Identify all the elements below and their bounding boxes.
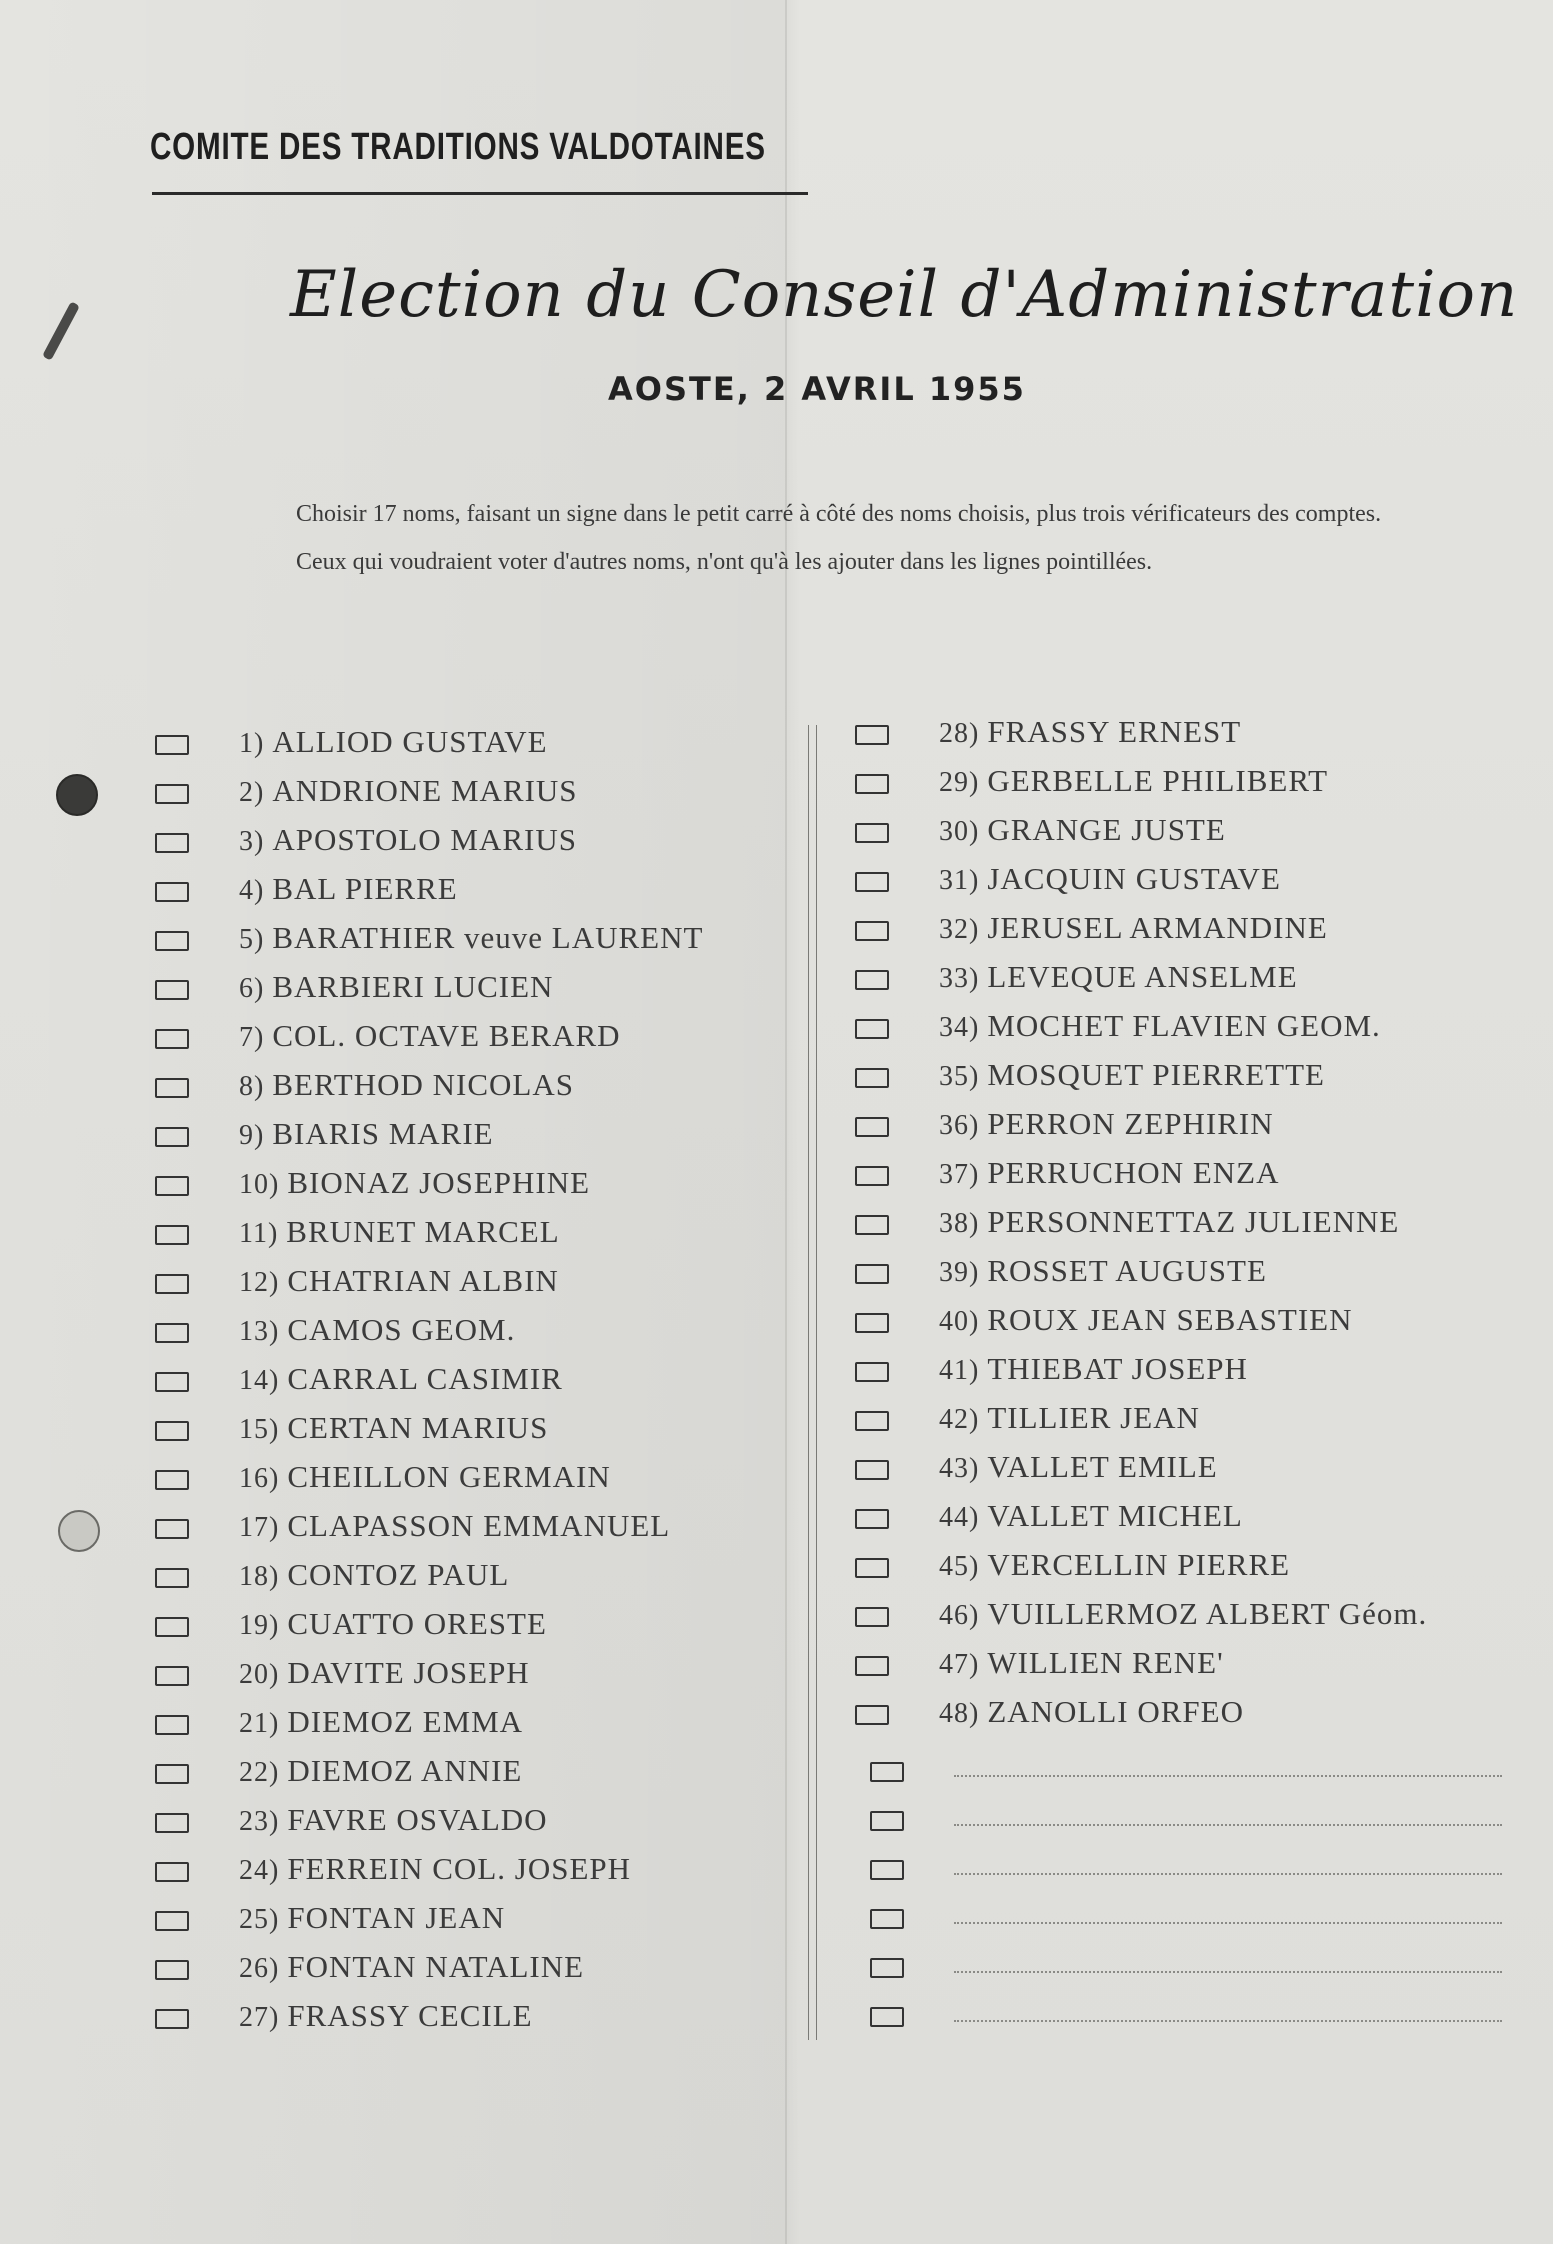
candidate-label: [939, 812, 1226, 848]
candidate-name: DIEMOZ ANNIE: [287, 1753, 523, 1788]
candidate-label: [239, 1949, 584, 1985]
candidate-name: APOSTOLO MARIUS: [272, 822, 577, 857]
candidate-number: 12): [239, 1267, 288, 1298]
candidate-number: 16): [239, 1463, 288, 1494]
candidate-number: 18): [239, 1561, 288, 1592]
instruction-paragraph: Choisir 17 noms, faisant un signe dans le petit carré à côté des noms choisis, plus trois vérificateurs des comptes.: [296, 501, 1382, 527]
vote-checkbox[interactable]: [155, 1715, 189, 1735]
candidate-label: [939, 1547, 1290, 1583]
candidate-name: CUATTO ORESTE: [287, 1606, 547, 1641]
candidate-label: [939, 1498, 1243, 1534]
candidate-label: [939, 1694, 1244, 1730]
candidate-name: JERUSEL ARMANDINE: [987, 910, 1328, 945]
candidate-label: [939, 959, 1298, 995]
candidate-label: [239, 1655, 530, 1691]
candidate-name: ROUX JEAN SEBASTIEN: [987, 1302, 1353, 1337]
vote-checkbox[interactable]: [155, 1323, 189, 1343]
vote-checkbox[interactable]: [155, 1127, 189, 1147]
vote-checkbox[interactable]: [855, 1362, 889, 1382]
candidate-label: [239, 871, 458, 907]
candidate-label: [939, 1253, 1267, 1289]
candidate-name: BARBIERI LUCIEN: [272, 969, 554, 1004]
title-underline: [152, 192, 808, 195]
candidate-name: PERRON ZEPHIRIN: [987, 1106, 1274, 1141]
candidate-name: BERTHOD NICOLAS: [272, 1067, 574, 1102]
vote-checkbox[interactable]: [855, 1656, 889, 1676]
candidate-label: [239, 822, 577, 858]
candidate-name: GERBELLE PHILIBERT: [987, 763, 1329, 798]
candidate-number: 41): [939, 1355, 988, 1386]
candidate-name: CHEILLON GERMAIN: [287, 1459, 611, 1494]
candidate-name: WILLIEN RENE': [987, 1645, 1224, 1680]
candidate-name: ZANOLLI ORFEO: [987, 1694, 1244, 1729]
candidate-name: MOSQUET PIERRETTE: [987, 1057, 1325, 1092]
candidate-number: 38): [939, 1208, 988, 1239]
candidate-number: 7): [239, 1022, 273, 1053]
candidate-number: 6): [239, 973, 273, 1004]
vote-checkbox[interactable]: [855, 774, 889, 794]
candidate-name: ROSSET AUGUSTE: [987, 1253, 1267, 1288]
candidate-name: ALLIOD GUSTAVE: [272, 724, 548, 759]
candidate-number: 2): [239, 777, 273, 808]
vote-checkbox[interactable]: [855, 1019, 889, 1039]
candidate-label: [939, 763, 1328, 799]
candidate-name: PERSONNETTAZ JULIENNE: [987, 1204, 1400, 1239]
vote-checkbox[interactable]: [855, 872, 889, 892]
candidate-number: 35): [939, 1061, 988, 1092]
candidate-number: 34): [939, 1012, 988, 1043]
candidate-name: CONTOZ PAUL: [287, 1557, 510, 1592]
candidate-number: 32): [939, 914, 988, 945]
vote-checkbox[interactable]: [155, 1470, 189, 1490]
document-title: Election du Conseil d'Administration: [290, 258, 1519, 332]
vote-checkbox[interactable]: [855, 1313, 889, 1333]
candidate-label: [239, 1851, 631, 1887]
vote-checkbox[interactable]: [155, 1617, 189, 1637]
candidate-name: BARATHIER veuve LAURENT: [272, 920, 704, 955]
vote-checkbox[interactable]: [155, 1911, 189, 1931]
candidate-name: ANDRIONE MARIUS: [272, 773, 578, 808]
candidate-label: [939, 1106, 1274, 1142]
candidate-label: [239, 1312, 515, 1348]
candidate-label: [239, 1557, 509, 1593]
vote-checkbox[interactable]: [155, 1764, 189, 1784]
candidate-label: [239, 920, 703, 956]
vote-checkbox[interactable]: [855, 1705, 889, 1725]
candidate-label: [239, 773, 578, 809]
paper-fold: [785, 0, 787, 2244]
candidate-name: BIONAZ JOSEPHINE: [287, 1165, 591, 1200]
vote-checkbox[interactable]: [855, 1166, 889, 1186]
vote-checkbox[interactable]: [155, 980, 189, 1000]
vote-checkbox[interactable]: [155, 784, 189, 804]
punch-hole: [58, 1510, 100, 1552]
candidate-number: 25): [239, 1904, 288, 1935]
candidate-number: 9): [239, 1120, 273, 1151]
vote-checkbox[interactable]: [870, 1811, 904, 1831]
vote-checkbox[interactable]: [155, 1813, 189, 1833]
vote-checkbox[interactable]: [155, 1078, 189, 1098]
vote-checkbox[interactable]: [155, 1519, 189, 1539]
candidate-name: THIEBAT JOSEPH: [987, 1351, 1248, 1386]
candidate-label: [939, 1351, 1248, 1387]
document-date: AOSTE, 2 AVRIL 1955: [608, 370, 1026, 408]
candidate-label: [239, 1263, 559, 1299]
instruction-paragraph: Ceux qui voudraient voter d'autres noms, n'ont qu'à les ajouter dans les lignes pointillées.: [296, 549, 1153, 575]
candidate-name: CHATRIAN ALBIN: [287, 1263, 559, 1298]
candidate-number: 3): [239, 826, 273, 857]
punch-hole: [56, 774, 98, 816]
vote-checkbox[interactable]: [155, 1372, 189, 1392]
candidate-number: 24): [239, 1855, 288, 1886]
candidate-label: [939, 910, 1328, 946]
vote-checkbox[interactable]: [155, 1274, 189, 1294]
candidate-label: [239, 1753, 522, 1789]
candidate-label: [939, 1204, 1399, 1240]
candidate-number: 37): [939, 1159, 988, 1190]
vote-checkbox[interactable]: [855, 1068, 889, 1088]
candidate-number: 39): [939, 1257, 988, 1288]
vote-checkbox[interactable]: [155, 1862, 189, 1882]
candidate-name: GRANGE JUSTE: [987, 812, 1226, 847]
candidate-number: 15): [239, 1414, 288, 1445]
candidate-label: [239, 969, 553, 1005]
candidate-number: 42): [939, 1404, 988, 1435]
organization-title: COMITE DES TRADITIONS VALDOTAINES: [150, 126, 766, 168]
candidate-number: 31): [939, 865, 988, 896]
vote-checkbox[interactable]: [855, 921, 889, 941]
candidate-label: [939, 1008, 1381, 1044]
vote-checkbox[interactable]: [855, 1117, 889, 1137]
vote-checkbox[interactable]: [155, 1421, 189, 1441]
write-in-line[interactable]: [954, 1824, 1502, 1826]
candidate-number: 8): [239, 1071, 273, 1102]
candidate-label: [939, 1596, 1427, 1632]
vote-checkbox[interactable]: [855, 1558, 889, 1578]
vote-checkbox[interactable]: [855, 725, 889, 745]
write-in-line[interactable]: [954, 1873, 1502, 1875]
candidate-label: [939, 1645, 1224, 1681]
candidate-label: [239, 1459, 611, 1495]
vote-checkbox[interactable]: [155, 882, 189, 902]
candidate-name: COL. OCTAVE BERARD: [272, 1018, 621, 1053]
candidate-number: 43): [939, 1453, 988, 1484]
candidate-name: FRASSY CECILE: [287, 1998, 533, 2033]
vote-checkbox[interactable]: [155, 735, 189, 755]
candidate-label: [939, 1057, 1325, 1093]
candidate-name: PERRUCHON ENZA: [987, 1155, 1280, 1190]
candidate-label: [939, 1155, 1279, 1191]
candidate-number: 40): [939, 1306, 988, 1337]
vote-checkbox[interactable]: [155, 1225, 189, 1245]
candidate-name: JACQUIN GUSTAVE: [987, 861, 1281, 896]
candidate-label: [939, 1449, 1218, 1485]
vote-checkbox[interactable]: [855, 1509, 889, 1529]
vote-checkbox[interactable]: [155, 2009, 189, 2029]
candidate-number: 11): [239, 1218, 287, 1249]
candidate-label: [239, 724, 548, 760]
candidate-label: [239, 1998, 533, 2034]
candidate-name: FRASSY ERNEST: [987, 714, 1242, 749]
candidate-name: CERTAN MARIUS: [287, 1410, 549, 1445]
candidate-label: [239, 1704, 523, 1740]
candidate-name: VUILLERMOZ ALBERT Géom.: [987, 1596, 1428, 1631]
candidate-label: [939, 1400, 1200, 1436]
candidate-label: [939, 714, 1241, 750]
candidate-label: [239, 1018, 621, 1054]
candidate-name: BAL PIERRE: [272, 871, 458, 906]
write-in-line[interactable]: [954, 1775, 1502, 1777]
vote-checkbox[interactable]: [155, 1029, 189, 1049]
candidate-name: CAMOS GEOM.: [287, 1312, 516, 1347]
candidate-name: FAVRE OSVALDO: [287, 1802, 548, 1837]
vote-checkbox[interactable]: [155, 1568, 189, 1588]
candidate-name: LEVEQUE ANSELME: [987, 959, 1298, 994]
candidate-label: [939, 1302, 1353, 1338]
candidate-number: 29): [939, 767, 988, 798]
vote-checkbox[interactable]: [870, 2007, 904, 2027]
candidate-label: [239, 1165, 590, 1201]
candidate-label: [239, 1116, 494, 1152]
candidate-name: VERCELLIN PIERRE: [987, 1547, 1291, 1582]
candidate-number: 48): [939, 1698, 988, 1729]
candidate-number: 28): [939, 718, 988, 749]
candidate-label: [239, 1508, 670, 1544]
candidate-number: 45): [939, 1551, 988, 1582]
candidate-number: 4): [239, 875, 273, 906]
candidate-number: 1): [239, 728, 273, 759]
vote-checkbox[interactable]: [870, 1909, 904, 1929]
candidate-number: 26): [239, 1953, 288, 1984]
vote-checkbox[interactable]: [855, 1460, 889, 1480]
candidate-number: 44): [939, 1502, 988, 1533]
candidate-number: 21): [239, 1708, 288, 1739]
vote-checkbox[interactable]: [870, 1958, 904, 1978]
candidate-number: 47): [939, 1649, 988, 1680]
vote-checkbox[interactable]: [855, 1411, 889, 1431]
candidate-name: VALLET MICHEL: [987, 1498, 1243, 1533]
candidate-name: FONTAN NATALINE: [287, 1949, 585, 1984]
candidate-number: 17): [239, 1512, 288, 1543]
candidate-name: CARRAL CASIMIR: [287, 1361, 563, 1396]
vote-checkbox[interactable]: [855, 970, 889, 990]
candidate-label: [239, 1361, 563, 1397]
candidate-name: VALLET EMILE: [987, 1449, 1218, 1484]
candidate-number: 13): [239, 1316, 288, 1347]
vote-checkbox[interactable]: [870, 1860, 904, 1880]
vote-checkbox[interactable]: [855, 823, 889, 843]
candidate-label: [239, 1067, 574, 1103]
candidate-number: 20): [239, 1659, 288, 1690]
candidate-name: TILLIER JEAN: [987, 1400, 1200, 1435]
vote-checkbox[interactable]: [155, 1960, 189, 1980]
candidate-number: 22): [239, 1757, 288, 1788]
candidate-number: 14): [239, 1365, 288, 1396]
candidate-number: 5): [239, 924, 273, 955]
candidate-label: [239, 1214, 560, 1250]
candidate-name: BRUNET MARCEL: [286, 1214, 560, 1249]
vote-checkbox[interactable]: [155, 1666, 189, 1686]
instructions: [238, 490, 1393, 586]
candidate-name: FERREIN COL. JOSEPH: [287, 1851, 632, 1886]
candidate-number: 23): [239, 1806, 288, 1837]
candidate-name: FONTAN JEAN: [287, 1900, 506, 1935]
candidate-number: 33): [939, 963, 988, 994]
candidate-label: [239, 1410, 548, 1446]
column-divider: [808, 725, 817, 2040]
pen-mark: [42, 301, 80, 360]
candidate-number: 27): [239, 2002, 288, 2033]
candidate-label: [239, 1606, 547, 1642]
vote-checkbox[interactable]: [855, 1215, 889, 1235]
candidate-number: 10): [239, 1169, 288, 1200]
write-in-line[interactable]: [954, 2020, 1502, 2022]
candidate-name: BIARIS MARIE: [272, 1116, 494, 1151]
write-in-line[interactable]: [954, 1971, 1502, 1973]
vote-checkbox[interactable]: [855, 1264, 889, 1284]
candidate-number: 36): [939, 1110, 988, 1141]
candidate-number: 46): [939, 1600, 988, 1631]
candidate-name: DIEMOZ EMMA: [287, 1704, 524, 1739]
write-in-line[interactable]: [954, 1922, 1502, 1924]
vote-checkbox[interactable]: [870, 1762, 904, 1782]
candidate-label: [239, 1900, 505, 1936]
vote-checkbox[interactable]: [155, 833, 189, 853]
candidate-name: CLAPASSON EMMANUEL: [287, 1508, 671, 1543]
vote-checkbox[interactable]: [855, 1607, 889, 1627]
vote-checkbox[interactable]: [155, 931, 189, 951]
vote-checkbox[interactable]: [155, 1176, 189, 1196]
candidate-name: DAVITE JOSEPH: [287, 1655, 530, 1690]
candidate-number: 30): [939, 816, 988, 847]
candidate-number: 19): [239, 1610, 288, 1641]
candidate-label: [239, 1802, 548, 1838]
candidate-name: MOCHET FLAVIEN GEOM.: [987, 1008, 1381, 1043]
candidate-label: [939, 861, 1281, 897]
